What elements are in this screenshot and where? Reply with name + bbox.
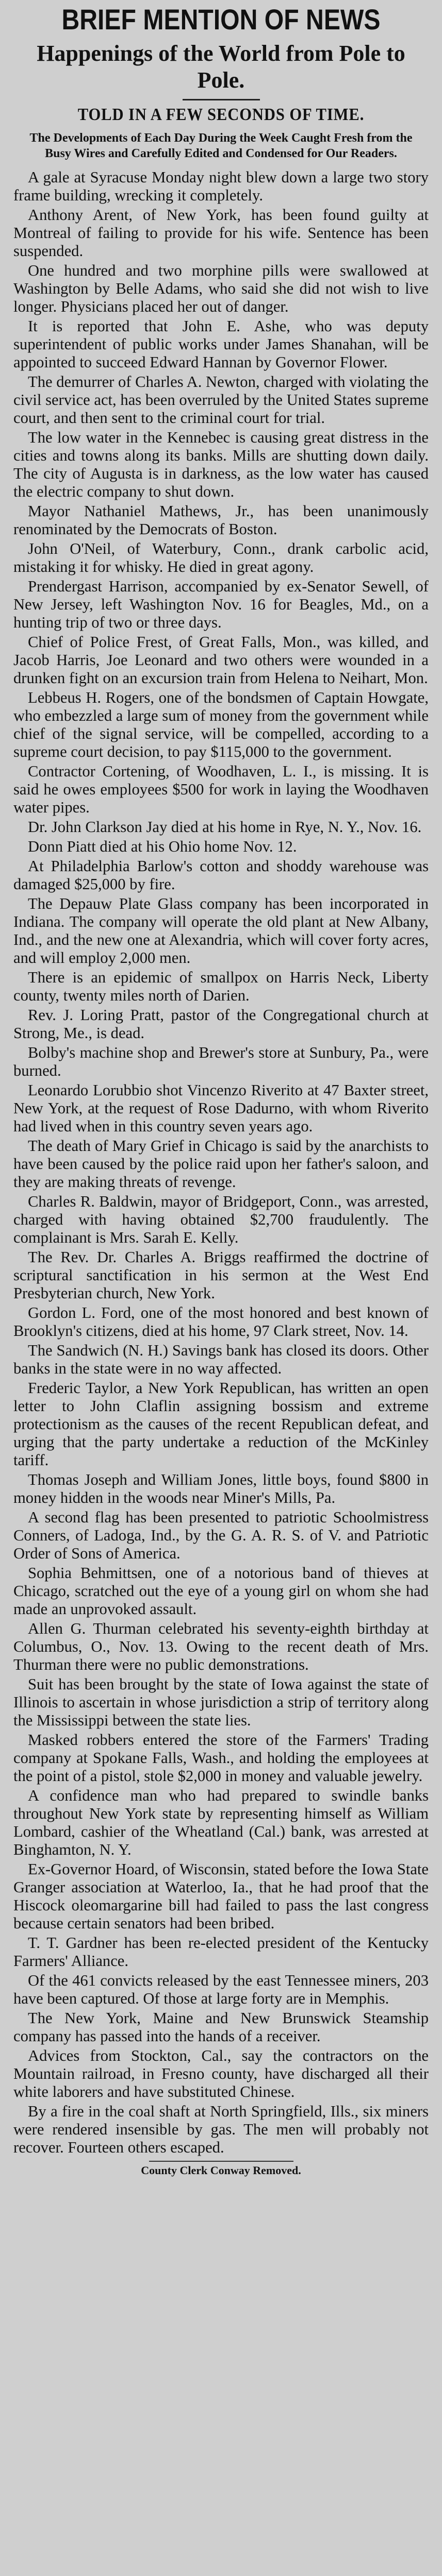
news-item: One hundred and two morphine pills were swallowed at Washington by Belle Adams, who said she did not wish to live longer. Physicians placed her out of danger. bbox=[13, 262, 429, 315]
news-item: A second flag has been presented to patriotic Schoolmistress Conners, of Ladoga, Ind., by the G. A. R. S. of V. and Patriotic Order of Sons of America. bbox=[13, 1509, 429, 1562]
news-item: Contractor Cortening, of Woodhaven, L. I., is missing. It is said he owes employees $500 for work in laying the Woodhaven water pipes. bbox=[13, 762, 429, 816]
news-item: There is an epidemic of smallpox on Harris Neck, Liberty county, twenty miles north of Darien. bbox=[13, 969, 429, 1004]
news-item: The Sandwich (N. H.) Savings bank has closed its doors. Other banks in the state were in no way affected. bbox=[13, 1342, 429, 1377]
deck-headline: TOLD IN A FEW SECONDS OF TIME. bbox=[77, 105, 365, 124]
news-item: Suit has been brought by the state of Iowa against the state of Illinois to ascertain in whose jurisdiction a strip of territory along the Mississippi between the state lies. bbox=[13, 1675, 429, 1729]
news-item: The death of Mary Grief in Chicago is said by the anarchists to have been caused by the police raid upon her father's saloon, and they are making threats of revenge. bbox=[13, 1137, 429, 1191]
news-item: Frederic Taylor, a New York Republican, has written an open letter to John Claflin assigning bossism and extreme protectionism as the causes of the recent Republican defeat, and urging that the party undertake a reduction of the McKinley tariff. bbox=[13, 1379, 429, 1469]
news-item: Ex-Governor Hoard, of Wisconsin, stated before the Iowa State Granger association at Waterloo, Ia., that he had proof that the Hiscock oleomargarine bill had failed to pass the last congress because certain senators had been bribed. bbox=[13, 1860, 429, 1932]
news-item: Thomas Joseph and William Jones, little boys, found $800 in money hidden in the woods near Miner's Mills, Pa. bbox=[13, 1471, 429, 1506]
news-item: The New York, Maine and New Brunswick Steamship company has passed into the hands of a receiver. bbox=[13, 2009, 429, 2045]
deck-summary: The Developments of Each Day During the Week Caught Fresh from the Busy Wires and Carefully Edited and Condensed for Our Readers. bbox=[29, 131, 413, 160]
news-item: The Rev. Dr. Charles A. Briggs reaffirmed the doctrine of scriptural sanctification in his sermon at the West End Presbyterian church, New York. bbox=[13, 1248, 429, 1302]
news-item: Donn Piatt died at his Ohio home Nov. 12. bbox=[28, 838, 297, 855]
news-item: Anthony Arent, of New York, has been found guilty at Montreal of failing to provide for his wife. Sentence has been suspended. bbox=[13, 206, 429, 260]
news-item: Lebbeus H. Rogers, one of the bondsmen of Captain Howgate, who embezzled a large sum of money from the government while chief of the signal service, will be compelled, according to a supreme court decision, to pay $115,000 to the government. bbox=[13, 689, 429, 760]
news-item: Leonardo Lorubbio shot Vincenzo Riverito at 47 Baxter street, New York, at the request of Rose Dadurno, with whom Riverito had lived when in this country seven years ago. bbox=[13, 1081, 429, 1135]
news-item: Masked robbers entered the store of the Farmers' Trading company at Spokane Falls, Wash., and holding the employees at the point of a pistol, stole $2,000 in money and valuable jewelry. bbox=[13, 1731, 429, 1785]
news-item: Dr. John Clarkson Jay died at his home in Rye, N. Y., Nov. 16. bbox=[28, 818, 422, 836]
news-item: A confidence man who had prepared to swindle banks throughout New York state by representing himself as William Lombard, cashier of the Wheatland (Cal.) bank, was arrested at Binghamton, N. Y. bbox=[13, 1787, 429, 1858]
news-item: John O'Neil, of Waterbury, Conn., drank carbolic acid, mistaking it for whisky. He died in great agony. bbox=[13, 540, 429, 575]
news-item: The demurrer of Charles A. Newton, charged with violating the civil service act, has been overruled by the United States supreme court, and then sent to the criminal court for trial. bbox=[13, 373, 429, 427]
news-item: By a fire in the coal shaft at North Springfield, Ills., six miners were rendered insensible by gas. The men will probably not recover. Fourteen others escaped. bbox=[13, 2103, 429, 2156]
next-article-heading: County Clerk Conway Removed. bbox=[141, 2164, 301, 2177]
news-item: Charles R. Baldwin, mayor of Bridgeport, Conn., was arrested, charged with having obtained $2,700 fraudulently. The complainant is Mrs. Sarah E. Kelly. bbox=[13, 1193, 429, 1246]
news-item: Of the 461 convicts released by the east Tennessee miners, 203 have been captured. Of those at large forty are in Memphis. bbox=[13, 1972, 429, 2007]
news-item: Bolby's machine shop and Brewer's store at Sunbury, Pa., were burned. bbox=[13, 1044, 429, 1079]
news-items bbox=[13, 168, 429, 2157]
headline: BRIEF MENTION OF NEWS bbox=[61, 3, 381, 36]
subhead: Happenings of the World from Pole to Pole. bbox=[37, 41, 405, 93]
divider bbox=[149, 2161, 293, 2162]
news-item: T. T. Gardner has been re-elected president of the Kentucky Farmers' Alliance. bbox=[13, 1934, 429, 1970]
news-item: The Depauw Plate Glass company has been incorporated in Indiana. The company will operate the old plant at New Albany, Ind., and the new one at Alexandria, which will cover forty acres, and will employ 2,000 men. bbox=[13, 895, 429, 967]
divider bbox=[183, 99, 260, 100]
news-item: It is reported that John E. Ashe, who was deputy superintendent of public works under James Shanahan, will be appointed to succeed Edward Hannan by Governor Flower. bbox=[13, 317, 429, 371]
news-item: Advices from Stockton, Cal., say the contractors on the Mountain railroad, in Fresno county, have discharged all their white laborers and have substituted Chinese. bbox=[13, 2047, 429, 2100]
news-item: Allen G. Thurman celebrated his seventy-eighth birthday at Columbus, O., Nov. 13. Owing to the recent death of Mrs. Thurman there were no public demonstrations. bbox=[13, 1620, 429, 1673]
news-item: Sophia Behmittsen, one of a notorious band of thieves at Chicago, scratched out the eye of a young girl on whom she had made an unprovoked assault. bbox=[13, 1564, 429, 1618]
news-item: Rev. J. Loring Pratt, pastor of the Congregational church at Strong, Me., is dead. bbox=[13, 1006, 429, 1042]
news-item: Gordon L. Ford, one of the most honored and best known of Brooklyn's citizens, died at his home, 97 Clark street, Nov. 14. bbox=[13, 1304, 429, 1340]
news-item: Mayor Nathaniel Mathews, Jr., has been unanimously renominated by the Democrats of Boston. bbox=[13, 502, 429, 538]
news-item: Chief of Police Frest, of Great Falls, Mon., was killed, and Jacob Harris, Joe Leonard and two others were wounded in a drunken fight on an excursion train from Helena to Neihart, Mon. bbox=[13, 633, 429, 687]
news-item: At Philadelphia Barlow's cotton and shoddy warehouse was damaged $25,000 by fire. bbox=[13, 857, 429, 893]
news-item: The low water in the Kennebec is causing great distress in the cities and towns along its banks. Mills are shutting down daily. The city of Augusta is in darkness, as the low water has caused the electric company to shut down. bbox=[13, 429, 429, 500]
news-item: Prendergast Harrison, accompanied by ex-Senator Sewell, of New Jersey, left Washington Nov. 16 for Beagles, Md., on a hunting trip of two or three days. bbox=[13, 578, 429, 631]
news-item: A gale at Syracuse Monday night blew down a large two story frame building, wrecking it completely. bbox=[13, 168, 429, 204]
